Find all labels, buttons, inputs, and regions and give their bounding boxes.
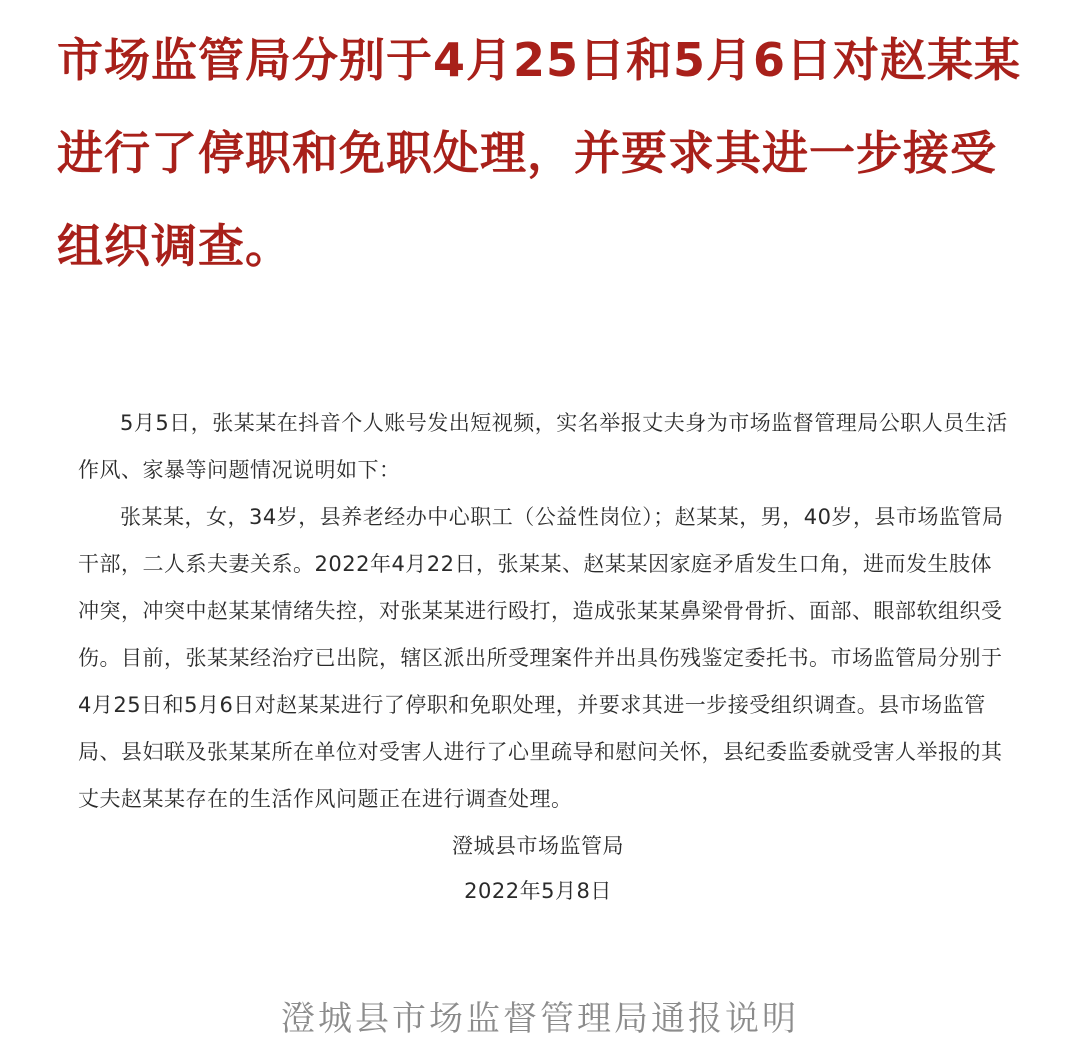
- headline-line-3: 组织调查。: [57, 219, 292, 273]
- headline-line-1: 市场监管局分别于4月25日和5月6日对赵某某: [57, 33, 1022, 87]
- notice-date: 2022年5月8日: [464, 879, 612, 903]
- notice-document: [78, 400, 1010, 915]
- headline: [57, 14, 1037, 293]
- notice-signature: 澄城县市场监管局: [452, 834, 624, 858]
- notice-paragraph-details: 张某某，女，34岁，县养老经办中心职工（公益性岗位）；赵某某，男，40岁，县市场监管局干部，二人系夫妻关系。2022年4月22日，张某某、赵某某因家庭矛盾发生口角，进而发生肢体冲突，冲突中赵某某情绪失控，对张某某进行殴打，造成张某某鼻梁骨骨折、面部、眼部软组织受伤。目前，张某某经治疗已出院，辖区派出所受理案件并出具伤残鉴定委托书。市场监管局分别于4月25日和5月6日对赵某某进行了停职和免职处理，并要求其进一步接受组织调查。县市场监管局、县妇联及张某某所在单位对受害人进行了心里疏导和慰问关怀，县纪委监委就受害人举报的其丈夫赵某某存在的生活作风问题正在进行调查处理。: [78, 505, 1004, 811]
- image-caption: 澄城县市场监督管理局通报说明: [281, 999, 799, 1039]
- headline-line-2: 进行了停职和免职处理，并要求其进一步接受: [57, 126, 997, 180]
- notice-paragraph-intro: 5月5日，张某某在抖音个人账号发出短视频，实名举报丈夫身为市场监督管理局公职人员生活作风、家暴等问题情况说明如下：: [78, 411, 1008, 482]
